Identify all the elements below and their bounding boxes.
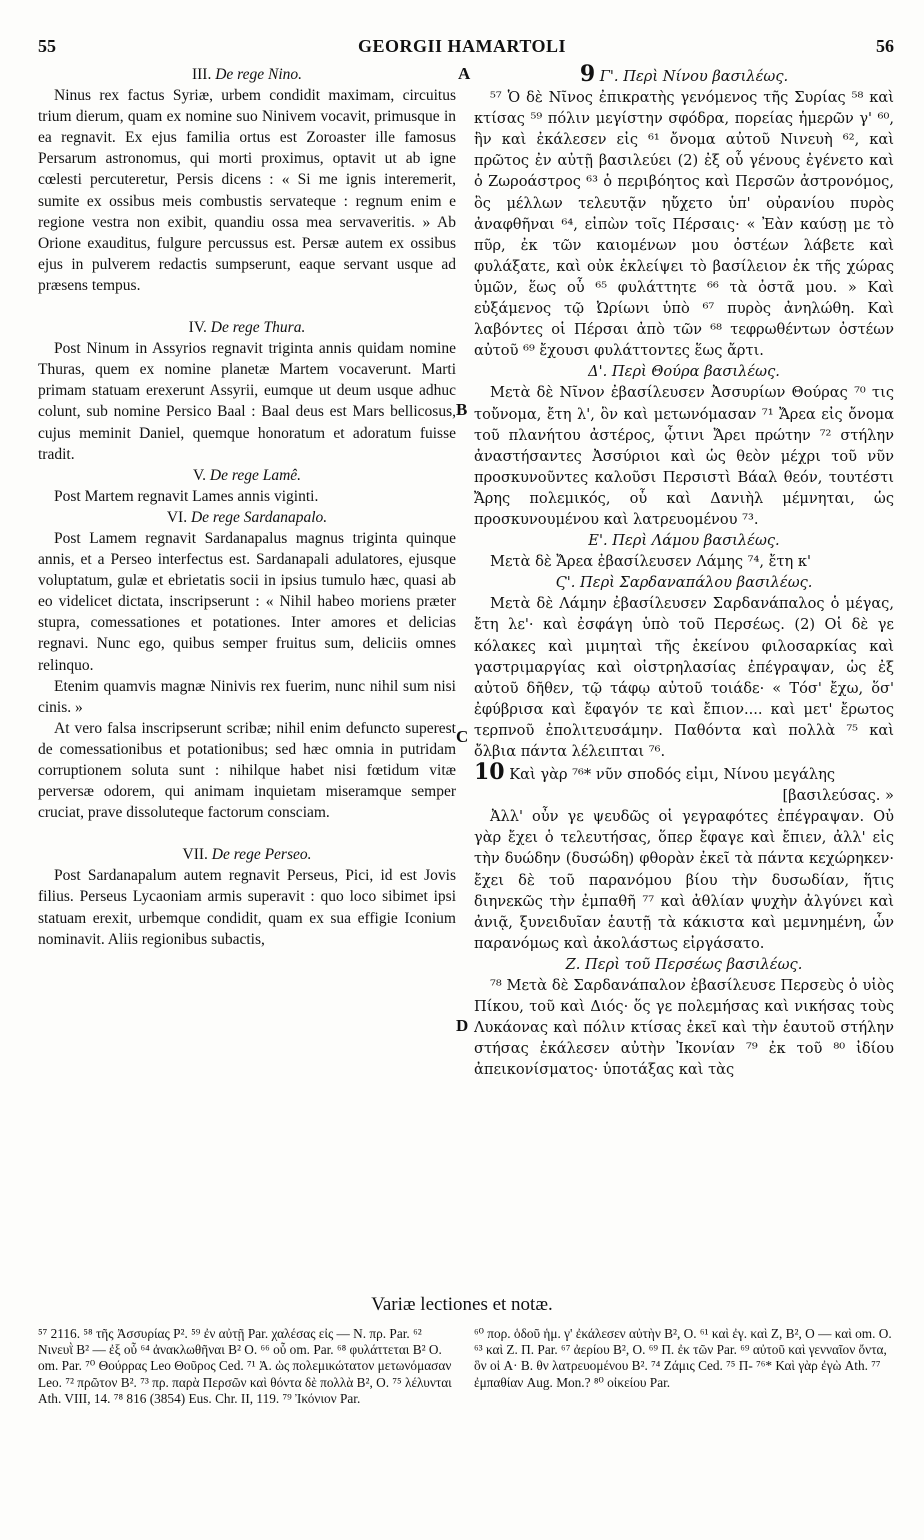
verse-line — [474, 759, 894, 786]
margin-letter-b: B — [456, 400, 468, 419]
note-text: ⁵⁷ 2116. ⁵⁸ τῆς Ἀσσυρίας P². ⁵⁹ ἐν αὐτῇ Par. χαλέσας εἰς — N. πρ. Par. ⁶² Νινευῒ B² — ἐξ οὗ ⁶⁴ ἀνακλωθῆναι B² O. ⁶⁶ οὗ om. Par. ⁶⁸ φυλάττεται B² O. om. Par. ⁷⁰ Θούρρας Leo Θοῦρος Ced. ⁷¹ Ἀ. ὡς πολεμικώτατον μετωνόμασαν Leo. ⁷² πρῶτον B². ⁷³ πρ. παρὰ Περσῶν καὶ θόντα δὲ πολλὰ B², O. ⁷⁵ λέλυνται Ath. VIII, 14. ⁷⁸ 816 (3854) Eus. Chr. II, 119. ⁷⁹ Ἰκόνιον Par. — [38, 1326, 452, 1406]
notes-right-column — [474, 1326, 894, 1391]
paragraph: Etenim quamvis magnæ Ninivis rex fuerim, nunc nihil sum nisi cinis. » — [38, 677, 456, 716]
section-title: De rege Thura. — [210, 319, 306, 337]
paragraph: Μετὰ δὲ Ἄρεα ἐβασίλευσεν Λάμης ⁷⁴, ἔτη κ' — [490, 553, 812, 571]
section-number: VII. — [182, 846, 208, 864]
paragraph: Ninus rex factus Syriæ, urbem condidit maximam, circuitus trium dierum, quam ex nomine suo Ninivem vocavit, primusque in ea regnavit. Ex ejus familia ortus est Zoroaster ille famosus Persarum astronomus, qui morti proximus, optavit ut ab igne cœlesti percuteretur, Persis dicens : « Si me ignis interemerit, sumite ex ossibus meis combustis servateque : regnum enim e regione vestra non exibit, quandiu ossa mea servaveritis. » Ab Orione exauditus, fulgure percussus est. Persæ autem ex ossibus ejus in pulverem redactis sumpserunt, eaque servant usque ad præsens tempus. — [38, 87, 456, 294]
section-title: Ε'. Περὶ Λάμου βασιλέως. — [588, 532, 780, 550]
margin-letter-c: C — [456, 727, 469, 746]
paragraph: ⁵⁷ Ὁ δὲ Νῖνος ἐπικρατὴς γενόμενος τῆς Συρίας ⁵⁸ καὶ κτίσας ⁵⁹ πόλιν μεγίστην σφόδρα, πορείας ἡμερῶν γ' ⁶⁰, ἣν καὶ ἐκάλεσεν εἰς ⁶¹ ὄνομα αὐτοῦ Νινευὴ ⁶², καὶ πρῶτος ἐν αὐτῇ βασιλεύει (2) ἐξ οὗ γένους ἐγένετο καὶ ὁ Ζωροάστρος ⁶³ ὁ περιβόητος καὶ Περσῶν ἀστρονόμος, ὃς μέλλων τελευτᾷν ηὔχετο ὑπ' οὐρανίου πυρὸς ἀναφθῆναι ⁶⁴, εἰπὼν τοῖς Πέρσαις· « Ἐὰν καύσῃ με τὸ πῦρ, ἐκ τῶν καιομένων μου ὀστέων λάβετε καὶ φυλάξατε, καὶ οὐκ ἐκλείψει τὸ βασίλειον ἐκ τῆς χώρας ὑμῶν, ἕως οὗ ⁶⁵ φυλάττητε ⁶⁶ τὰ ὀστᾶ μου. » Καὶ εὐξάμενος τῷ Ὠρίωνι ὑπὸ ⁶⁷ πυρὸς ἀνηλώθη. Καὶ λαβόντες οἱ Πέρσαι ἀπὸ τῶν ⁶⁸ τεφρωθέντων ὀστέων αὐτοῦ ⁶⁹ ἔχουσι φυλάττοντες ἕως ἄρτι. — [474, 89, 894, 360]
paragraph: Post Martem regnavit Lames annis viginti. — [54, 487, 319, 505]
section-number: III. — [191, 66, 212, 83]
section-title: De rege Sardanapalo. — [190, 508, 328, 526]
section-heading — [38, 844, 456, 865]
section-heading — [38, 64, 456, 85]
paragraph: ⁷⁸ Μετὰ δὲ Σαρδανάπαλον ἐβασίλευσε Περσεὺς ὁ υἱὸς Πίκου, τοῦ καὶ Διός· ὅς γε πολεμήσας καὶ νικήσας τοὺς Λυκάονας καὶ πόλιν κτίσας ἐκεῖ καὶ τὴν ἑαυτοῦ στήλην στήσας ἐκάλεσεν αὐτὴν Ἰκονίαν ⁷⁹ ἐκ τοῦ ⁸⁰ ἰδίου ἀπεικονίσματος· ὑποτάξας καὶ τὰς — [474, 977, 894, 1079]
note-text: ⁶⁰ πορ. ὁδοῦ ἡμ. γ' ἐκάλεσεν αὐτὴν B², O. ⁶¹ καὶ ἐγ. καὶ Z, B², O — καὶ om. O. ⁶³ καὶ Z. Π. Par. ⁶⁷ ἀερίου B², O. ⁶⁹ Π. ἐκ τῶν Par. ⁶⁹ αὐτοῦ καὶ γενναῖον ὄντα, ὃν οἱ A· B. θν λατρευομένου B². ⁷⁴ Ζάμις Ced. ⁷⁵ Π- ⁷⁶* Καὶ γὰρ ἐγὼ Ath. ⁷⁷ ἐμπαθίαν Aug. Mon.? ⁸⁰ οἰκείου Par. — [474, 1326, 892, 1390]
verse-continuation: [βασιλεύσας. » — [782, 787, 894, 805]
right-page-number: 56 — [876, 36, 894, 56]
paragraph: Μετὰ δὲ Νῖνον ἐβασίλευσεν Ἀσσυρίων Θούρας ⁷⁰ τις τοὔνομα, ἔτη λ', ὃν καὶ μετωνόμασαν ⁷¹ Ἄρεα εἰς ὄνομα τοῦ πλανήτου ἀστέρος, ᾧτινι Ἄρει πρώτην ⁷² στήλην ἀναστήσαντες Ἀσσύριοι καὶ ὡς θεὸν μέχρι τοῦ νῦν προσκυνοῦντες καλοῦσι Περσιστὶ Βάαλ θεόν, τουτέστι Ἄρης πολεμικός, οὗ καὶ Δανιὴλ μέμνηται, ὡς προσκυνουμένου καὶ λατρευομένου ⁷³. — [474, 384, 894, 528]
section-heading — [474, 361, 894, 382]
section-heading — [474, 530, 894, 551]
section-gap — [38, 823, 456, 844]
section-title: Γ'. Περὶ Νίνου βασιλέως. — [599, 68, 789, 85]
margin-letter-d: D — [456, 1016, 469, 1035]
section-heading — [38, 465, 456, 486]
notes-left-column — [38, 1326, 458, 1407]
latin-column — [38, 64, 456, 950]
section-heading — [474, 954, 894, 975]
section-number: V. — [192, 466, 207, 484]
paragraph: Post Lamem regnavit Sardanapalus magnus triginta quinque annis, et a Perseo interfectus est. Sardanapali adulatores, ejusque voluptatum, gulæ et ebrietatis socii in ipsius tumulo hæc, quasi ab eo videlicet dictata, inscripserunt : « Nihil habeo moriens præter stupra, comessationes et potationes. Inter amores et delicias regnavi. Nunc ego, quibus semper fruitus sum, deliciis omnes relinquo. — [38, 529, 456, 674]
section-title: De rege Nino. — [215, 66, 303, 83]
variae-lectiones-title: Variæ lectiones et notæ. — [371, 1294, 553, 1315]
section-title: Ζ. Περὶ τοῦ Περσέως βασιλέως. — [565, 955, 803, 973]
running-header — [0, 36, 924, 58]
section-title: Ϛ'. Περὶ Σαρδαναπάλου βασιλέως. — [555, 574, 813, 592]
paragraph: At vero falsa inscripserunt scribæ; nihil enim defuncto superest de comessationibus et potationibus; sed hæc omnia in putridam corruptionem soluta sunt : nihilque habet nisi fœtidum vitæ perversæ odorem, qui animam inquietam miseramque semper cruciat, prave dissoluteque factorum consciam. — [38, 719, 456, 822]
section-heading — [38, 507, 456, 528]
section-heading — [38, 317, 456, 338]
paragraph: Ἀλλ' οὖν γε ψευδῶς οἱ γεγραφότες ἐπέγραψαν. Οὐ γὰρ ἔχει ὁ τελευτήσας, ὅπερ ἔφαγε καὶ ἔπιεν, ἀλλ' εἰς τὴν δυώδην (δυσώδη) φθορὰν ἐκεῖ τὰ πάντα κεχώρηκεν· ἔχει δὲ τοῦ παρανόμου βίου τὴν δυσωδίαν, ἥτις διηνεκῶς τὴν ἐμπαθῆ ⁷⁷ καὶ ἀθλίαν ψυχὴν ἀλγύνει καὶ ἀνιᾷ, ξυνειδυῖαν ἑαυτῇ τὰ κάκιστα καὶ μεμνημένη, ὧν παρανόμως καὶ ἀκολάστως εἰργάσατο. — [474, 808, 894, 952]
running-title: GEORGII HAMARTOLI — [357, 36, 567, 56]
section-title: De rege Perseo. — [211, 846, 312, 864]
paragraph: Post Ninum in Assyrios regnavit triginta annis quidam nomine Thuras, quem ex nomine planetæ Martem vocaverunt. Marti primam statuam erexerunt Assyrii, eumque ut deum usque adhuc colunt, sub nomine Persico Baal : Baal deus est Mars bellicosus, cujus meminit Daniel, quemque honoratum et adoratum fuisse tradit. — [38, 340, 456, 463]
section-heading — [474, 61, 894, 87]
section-heading — [474, 572, 894, 593]
verse-text: Καὶ γὰρ ⁷⁶* νῦν σποδός εἰμι, Νίνου μεγάλης — [509, 766, 836, 784]
section-number: IV. — [188, 319, 207, 337]
greek-column — [474, 61, 894, 1081]
section-gap — [38, 296, 456, 317]
section-number: VI. — [166, 508, 188, 526]
section-number: 10 — [474, 759, 505, 786]
section-number: 9 — [579, 61, 596, 87]
margin-letter-a: A — [458, 64, 471, 83]
paragraph: Μετὰ δὲ Λάμην ἐβασίλευσεν Σαρδανάπαλος ὁ μέγας, ἔτη λε'· καὶ ἐσφάγη ὑπὸ τοῦ Περσέως. (2) Οἱ δὲ γε κόλακες καὶ μιμηταὶ τῆς ἐκείνου φιλοσαρκίας καὶ γαστριμαργίας καὶ οἰστρηλασίας ἐπέγραψαν, ὡς ἐξ αὐτοῦ δῆθεν, τῷ τάφῳ αὐτοῦ τοιάδε· « Τόσ' ἔχω, ὅσ' ἐφύβρισα καὶ ἔφαγόν τε καὶ ἔπιον.... καὶ μετ' ἔρωτος τερπνοῦ ἐπολιτευσάμην. Παθόντα καὶ πολλὰ ⁷⁵ καὶ ὄλβια πάντα λέλειπται ⁷⁶. — [474, 595, 894, 760]
paragraph: Post Sardanapalum autem regnavit Perseus, Pici, id est Jovis filius. Perseus Lycaoniam armis superavit : quo loco sibimet ipsi statuam erexit, urbemque condidit, quam ex sua effigie Iconium nominavit. Aliis regionibus subactis, — [38, 867, 456, 948]
section-title: Δ'. Περὶ Θούρα βασιλέως. — [588, 363, 780, 381]
section-title: De rege Lamê. — [209, 466, 302, 484]
left-page-number: 55 — [38, 36, 56, 56]
